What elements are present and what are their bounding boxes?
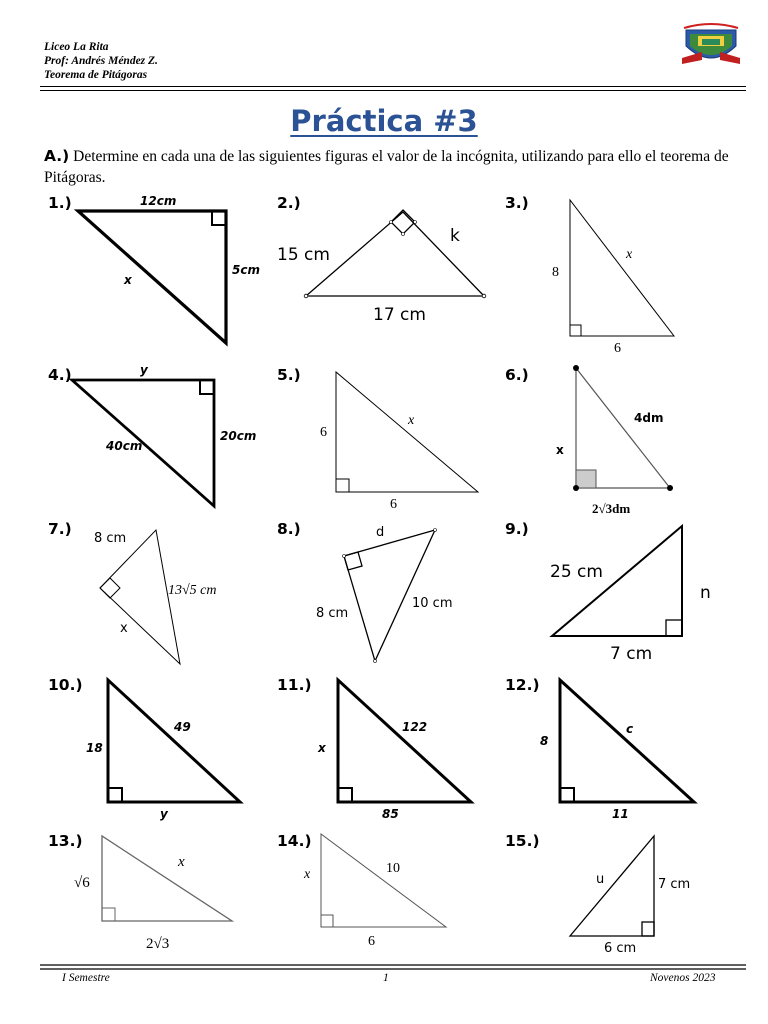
side-label: y	[160, 807, 168, 821]
side-label: √6	[74, 875, 90, 891]
side-label: k	[450, 226, 460, 246]
instructions-text: Determine en cada una de las siguientes figuras el valor de la incógnita, utilizando para ello el teorema de Pitágoras.	[44, 148, 729, 186]
side-label: x	[408, 413, 415, 428]
problem-3	[505, 194, 674, 356]
side-label: 8 cm	[316, 606, 349, 621]
problem-7	[48, 520, 217, 664]
problem-15	[505, 832, 690, 956]
side-label: x	[626, 247, 633, 262]
problem-1	[48, 194, 260, 343]
side-label: 15 cm	[277, 245, 330, 265]
problem-5	[277, 366, 478, 512]
side-label: 6	[390, 497, 397, 512]
section-label: A.)	[44, 147, 70, 165]
side-label: x	[318, 741, 326, 755]
footer-page-number: 1	[383, 972, 389, 984]
side-label: 18	[86, 741, 103, 755]
problem-number: 9.)	[505, 520, 529, 538]
teacher-name: Prof: Andrés Méndez Z.	[44, 55, 158, 67]
side-label: 6 cm	[604, 941, 637, 956]
problem-6	[505, 365, 673, 516]
side-label: 6	[368, 934, 375, 949]
problem-number: 2.)	[277, 194, 301, 212]
side-label: 10	[386, 861, 400, 876]
side-label: x	[120, 621, 128, 636]
side-label: u	[596, 872, 605, 887]
school-name: Liceo La Rita	[44, 41, 109, 53]
side-label: 7 cm	[610, 644, 653, 664]
problem-number: 6.)	[505, 366, 529, 384]
side-label: 11	[612, 807, 629, 821]
side-label: 40cm	[106, 439, 143, 453]
problem-number: 4.)	[48, 366, 72, 384]
topic-name: Teorema de Pitágoras	[44, 69, 148, 81]
side-label: 8 cm	[94, 531, 127, 546]
side-label: 6	[614, 341, 621, 356]
problem-number: 14.)	[277, 832, 312, 850]
side-label: n	[700, 583, 711, 603]
side-label: 2√3dm	[592, 501, 631, 516]
side-label: d	[376, 525, 385, 540]
problem-9	[505, 520, 711, 664]
problem-number: 7.)	[48, 520, 72, 538]
side-label: 17 cm	[373, 305, 426, 325]
problem-8	[277, 520, 453, 663]
problem-12	[505, 676, 694, 821]
side-label: 122	[402, 720, 428, 734]
problem-13	[48, 832, 232, 952]
side-label: 6	[320, 425, 327, 440]
problem-number: 15.)	[505, 832, 540, 850]
problem-number: 5.)	[277, 366, 301, 384]
problem-2	[277, 194, 486, 325]
problem-number: 1.)	[48, 194, 72, 212]
side-label: 13√5 cm	[168, 583, 217, 598]
side-label: y	[140, 363, 148, 377]
footer-semester: I Semestre	[62, 972, 110, 984]
side-label: 85	[382, 807, 399, 821]
side-label: 8	[540, 734, 549, 748]
problem-number: 13.)	[48, 832, 83, 850]
side-label: 49	[174, 720, 191, 734]
page-title: Práctica #3	[290, 104, 478, 138]
side-label: x	[556, 443, 564, 457]
side-label: 4dm	[634, 411, 664, 425]
problem-10	[48, 676, 240, 821]
side-label: 20cm	[220, 429, 257, 443]
problem-number: 3.)	[505, 194, 529, 212]
problem-11	[277, 676, 471, 821]
problem-4	[48, 363, 256, 506]
side-label: c	[626, 722, 634, 736]
problem-number: 10.)	[48, 676, 83, 694]
problem-number: 12.)	[505, 676, 540, 694]
problem-14	[277, 832, 446, 949]
footer-grade-year: Novenos 2023	[650, 972, 716, 984]
side-label: x	[124, 273, 132, 287]
side-label: 8	[552, 265, 559, 280]
side-label: 2√3	[146, 936, 170, 952]
side-label: 7 cm	[658, 877, 691, 892]
problem-number: 8.)	[277, 520, 301, 538]
side-label: 25 cm	[550, 562, 603, 582]
side-label: 10 cm	[412, 596, 453, 611]
side-label: x	[178, 854, 185, 870]
side-label: 12cm	[140, 194, 177, 208]
side-label: x	[304, 867, 311, 882]
problem-number: 11.)	[277, 676, 312, 694]
side-label: 5cm	[232, 263, 260, 277]
